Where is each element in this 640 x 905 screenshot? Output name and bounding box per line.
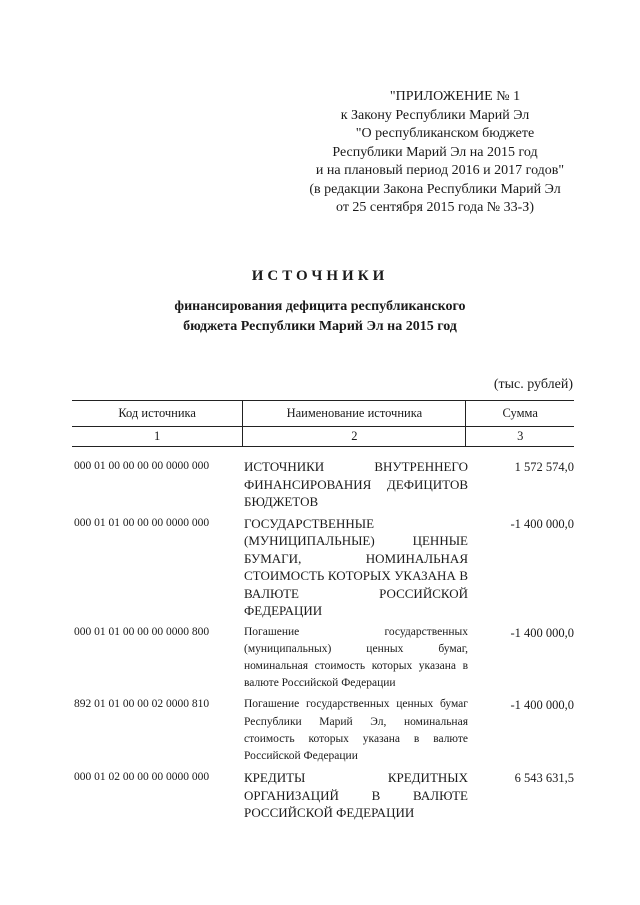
appendix-line: (в редакции Закона Республики Марий Эл — [309, 181, 561, 197]
source-name: КРЕДИТЫ КРЕДИТНЫХ ОРГАНИЗАЦИЙ В ВАЛЮТЕ РОССИЙСКОЙ ФЕДЕРАЦИИ — [244, 770, 468, 821]
appendix-line: Республики Марий Эл на 2015 год — [332, 144, 538, 160]
source-sum: -1 400 000,0 — [510, 516, 574, 531]
source-name: Погашение государственных (муниципальных) ценных бумаг, номинальная стоимость которых указана в валюте Российской Федерации — [244, 625, 468, 690]
column-number: 2 — [243, 427, 466, 446]
document-subtitle — [0, 297, 640, 337]
source-sum: 1 572 574,0 — [514, 460, 574, 474]
source-code: 000 01 01 00 00 00 0000 800 — [74, 625, 210, 638]
source-code: 892 01 01 00 00 02 0000 810 — [74, 698, 210, 711]
table-header — [72, 400, 574, 447]
table-row — [74, 769, 574, 822]
source-code: 000 01 02 00 00 00 0000 000 — [74, 771, 210, 784]
source-sum: -1 400 000,0 — [510, 698, 574, 713]
appendix-line: "О республиканском бюджете — [355, 126, 535, 141]
header-name: Наименование источника — [243, 401, 466, 426]
units-label: (тыс. рублей) — [493, 377, 573, 392]
source-name: Погашение государственных ценных бумаг Республики Марий Эл, номинальная стоимость которых указана в валюте Российской Федерации — [244, 698, 468, 762]
table-header-row — [72, 401, 574, 427]
document-title: ИСТОЧНИКИ — [251, 268, 389, 284]
table-row — [74, 624, 574, 693]
appendix-header — [250, 88, 620, 218]
source-code: 000 01 01 00 00 00 0000 000 — [74, 516, 210, 529]
subtitle-line-2: бюджета Республики Марий Эл на 2015 год — [183, 319, 457, 334]
table-body — [74, 458, 574, 826]
appendix-line: "ПРИЛОЖЕНИЕ № 1 — [389, 89, 521, 104]
source-sum: 6 543 631,5 — [514, 771, 574, 786]
source-name: ИСТОЧНИКИ ВНУТРЕННЕГО ФИНАНСИРОВАНИЯ ДЕФИЦИТОВ БЮДЖЕТОВ — [244, 459, 468, 509]
appendix-line: и на плановый период 2016 и 2017 годов" — [315, 163, 565, 178]
header-code: Код источника — [72, 401, 243, 426]
source-name: ГОСУДАРСТВЕННЫЕ (МУНИЦИПАЛЬНЫЕ) ЦЕННЫЕ БУМАГИ, НОМИНАЛЬНАЯ СТОИМОСТЬ КОТОРЫХ УКАЗАНА В ВАЛЮТЕ РОССИЙСКОЙ ФЕДЕРАЦИИ — [244, 515, 468, 618]
table-row — [74, 696, 574, 765]
column-number: 1 — [72, 427, 243, 446]
table-column-numbers-row — [72, 427, 574, 446]
header-sum: Сумма — [502, 406, 538, 420]
appendix-line: к Закону Республики Марий Эл — [340, 107, 530, 123]
table-row — [74, 515, 574, 620]
column-number: 3 — [517, 429, 524, 443]
subtitle-line-1: финансирования дефицита республиканского — [174, 299, 466, 314]
table-row — [74, 458, 574, 511]
source-code: 000 01 00 00 00 00 0000 000 — [74, 460, 210, 472]
appendix-line: от 25 сентября 2015 года № 33-З) — [336, 200, 534, 215]
source-sum: -1 400 000,0 — [510, 625, 574, 640]
